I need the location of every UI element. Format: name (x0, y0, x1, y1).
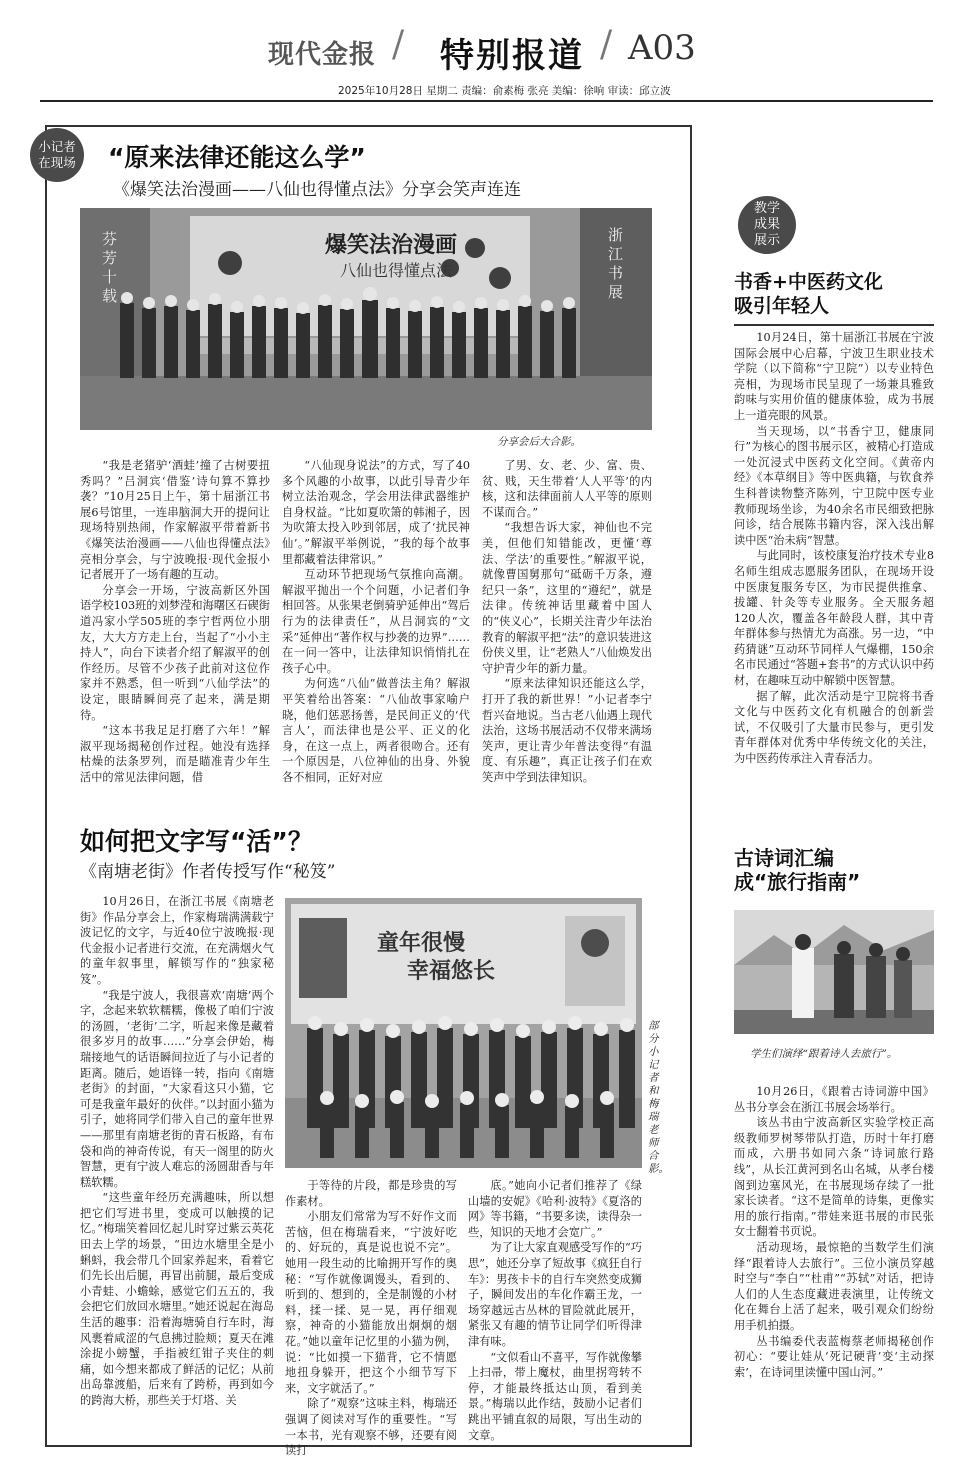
dateline: 2025年10月28日 星期二 责编：俞素梅 张亮 美编：徐响 审读：邱立波 (338, 85, 671, 97)
divider-slash: / (600, 24, 613, 65)
article2-column-3 (468, 1178, 642, 1442)
photo-banner-main: 爆笑法治漫画 (325, 233, 458, 258)
badge-line: 小记者 (38, 139, 76, 154)
article1-photo-caption: 分享会后大合影。 (497, 436, 581, 448)
divider-slash: / (392, 24, 405, 65)
photo-banner-sub: 八仙也得懂点法 (340, 261, 453, 280)
newspaper-brand: 现代金报 (268, 40, 377, 70)
paragraph: 当天现场，以“书香宁卫，健康同行”为核心的图书展示区，被精心打造成一处沉浸式中医药文化空间。《黄帝内经》《本草纲目》等中医典籍，与钦食养生科普读物整齐陈列，宁卫院中医专业教师现场坐诊，为40余名市民细致把脉问诊，结合展陈书籍内容，深入浅出解读中医“治未病”智慧。 (734, 424, 934, 547)
title-line: 书香+中医药文化 (734, 271, 883, 293)
paragraph: “文似看山不喜平，写作就像攀上扫帚，带上魔杖，曲里拐弯转不停，才能最终抵达山顶，看到美景。”梅瑞以此作结，鼓励小记者们跳出平铺直叙的局限，写出生动的文章。 (468, 1350, 642, 1442)
paragraph: 除了“观察”这味主料，梅瑞还强调了阅读对写作的重要性。“写一本书，光有观察不够，还要有阅读打 (285, 1397, 457, 1458)
masthead-rule (40, 100, 933, 102)
paragraph: 10月26日，《跟着古诗词游中国》丛书分享会在浙江书展会场举行。 (734, 1085, 934, 1114)
paragraph: 活动现场，最惊艳的当数学生们演绎“跟着诗人去旅行”。三位小演员穿越时空与“李白”“杜甫”“苏轼”对话，把诗人们的人生态度藏进表演里，让传统文化在舞台上活了起来，吸引观众们纷纷用手机拍摄。 (734, 1240, 934, 1332)
paragraph: 据了解，此次活动是宁卫院将书香文化与中医药文化有机融合的创新尝试，不仅吸引了大量市民参与，更引发青年群体对优秀中华传统文化的关注，为中医药传承注入青春活力。 (734, 689, 934, 766)
paragraph: 互动环节把现场气氛推向高潮。解淑平抛出一个个问题，小记者们争相回答。从张果老倒骑驴延伸出“驾后行为的法律责任”，从吕洞宾的“文采”延伸出“著作权与抄袭的边界”……在一问一答中，让法律知识悄悄扎在孩子心中。 (282, 568, 470, 675)
article2-photo (285, 898, 642, 1168)
paragraph: “我是老猪驴‘酒蛙’撞了古树要扭秀吗？”吕洞宾‘借鉴’诗句算不算抄袭？”10月25日上午，第十届浙江书展6号馆里，一连串脑洞大开的提问让现场特别热闹，作家解淑平带着新书《爆笑法治漫画——八仙也得懂点法》亮相分享会，与宁波晚报·现代金报小记者展开了一场有趣的互动。 (80, 459, 270, 582)
article2-column-1 (80, 894, 274, 1424)
photo-side-left: 芬芳十载 (102, 230, 118, 305)
article2-column-2 (285, 1178, 457, 1458)
article1-column-2 (282, 458, 470, 818)
right-article2-photo (734, 910, 934, 1034)
right-article2-body (734, 1084, 934, 1429)
paragraph: “这本书我足足打磨了六年！”解淑平现场揭秘创作过程。她没有选择枯燥的法条罗列，而是瞄准青少年生活中的常见法律问题，借 (80, 724, 270, 784)
title-line: 古诗词汇编 (734, 846, 834, 870)
paragraph: 为何选“八仙”做普法主角？解淑平笑着给出答案：“八仙故事家喻户晓，他们惩恶扬善，是民间正义的‘代言人’，而法律也是公平、正义的化身，在这一点上，两者很吻合。还有一个原因是，八位神仙的出身、外貌各不相同，正好对应 (282, 677, 470, 784)
article1-column-3 (482, 458, 652, 818)
photo-banner-line1: 童年很慢 (377, 931, 466, 956)
paragraph: “这些童年经历充满趣味，所以想把它们写进书里，变成可以触摸的记忆。”梅瑞笑着回忆起儿时穿过紫云英花田去上学的场景，“田边水塘里全是小蝌蚪，我会带几个回家养起来，看着它们先长出后腿，再冒出前腿，最后变成小青蛙、小蟾蜍，感觉它们五五的，我会把它们放回水塘里。”她还说起在海岛生活的趣事：沿着海塘骑自行车时，海风裹着咸涩的气息拂过脸颊；夏天在滩涂捉小螃蟹，手指被红钳子夹住的刺痛，如今想来都成了鲜活的记忆；从前出岛靠渡船，后来有了跨桥，再到如今的跨海大桥，那些关于灯塔、关 (80, 1191, 274, 1407)
badge-line: 展示 (753, 233, 780, 248)
paragraph: 底。”她向小记者们推荐了《绿山墙的安妮》《哈利·波特》《夏洛的网》等书籍，“书要多读，读得杂一些，知识的天地才会宽广。” (468, 1179, 642, 1239)
paragraph: “八仙现身说法”的方式，写了40多个风趣的小故事，以此引导青少年树立法治观念，学会用法律武器维护自身权益。“比如夏吹箫的韩湘子，因为吹箫太投入吵到邻居，成了‘扰民神仙’。”解淑平举例说，“我的每个故事里都藏着法律常识。” (282, 459, 470, 566)
paragraph: 与此同时，该校康复治疗技术专业8名师生组成志愿服务团队，在现场开设中医康复服务专区，为市民提供推拿、拔罐、针灸等专业服务。全天服务超120人次，覆盖各年龄段人群，其中青年群体参与热情尤为高涨。另一边，“中药猜谜”互动环节同样人气爆棚，150余名市民通过“答题+套书”的方式认识中药材，在趣味互动中解锁中医智慧。 (734, 549, 934, 688)
right-article1-body (734, 330, 934, 830)
article2-title: 如何把文字写“活”？ (80, 827, 313, 856)
paragraph: 小朋友们常常为写不好作文而苦恼，但在梅瑞看来，“宁波好吃的、好玩的，真是说也说不完”。她用一段生动的比喻拥开写作的奥秘：“写作就像调馒头，看到的、听到的、想到的，全是制馒的小材料，揉一揉、晃一晃，再仔细观察，神奇的小猫能放出炯炯的烟花。”她以童年记忆里的小猫为例，说：“比如摸一下猫背，它不情愿地扭身躲开，把这个小细节写下来，文字就活了。” (285, 1210, 457, 1395)
article1-column-1 (80, 458, 270, 818)
paragraph: 为了让大家直观感受写作的“巧思”，她还分享了短故事《疯狂自行车》：男孩卡卡的自行车突然变成狮子，瞬间发出的车化作霸王龙，一场穿越远古丛林的冒险就此展开，紧张又有趣的情节让同学们听得津津有味。 (468, 1241, 642, 1348)
section-title: 特别报道 (440, 36, 584, 76)
paragraph: “我想告诉大家，神仙也不完美，但他们知错能改，更懂‘尊法、学法’的重要性。”解淑平说，就像曹国舅那句“砥砺千万条，遵纪只一条”，这里的“遵纪”，就是法律。传统神话里藏着中国人的“侠义心”，长期关注青少年法治教育的解淑平把“法”的意识装进这份侠义里，让“老熟人”八仙焕发出守护青少年的新力量。 (482, 521, 652, 675)
paragraph: “原来法律知识还能这么学，打开了我的新世界！”小记者李宁哲兴奋地说。当古老八仙遇上现代法治，这场书展活动不仅带来满场笑声，更让青少年普法变得“有温度、有乐趣”，真正让孩子们在欢笑声中学到法律知识。 (482, 677, 652, 784)
page-number: A03 (628, 28, 696, 68)
masthead (0, 22, 973, 78)
article1-subtitle: 《爆笑法治漫画——八仙也得懂点法》分享会笑声连连 (113, 180, 521, 200)
right-article1-title (734, 270, 934, 318)
badge-line: 成果 (753, 217, 780, 232)
right-divider (734, 324, 934, 326)
paragraph: 于等待的片段，都是珍贵的写作素材。 (285, 1179, 457, 1208)
section-badge (30, 128, 84, 182)
paragraph: 10月26日，在浙江书展《南塘老街》作品分享会上，作家梅瑞满满载宁波记忆的文字，与近40位宁波晚报·现代金报小记者进行交流，在充满烟火气的童年叙事里，解锁写作的“独家秘笈”。 (80, 895, 274, 986)
badge-line: 教学 (753, 201, 780, 216)
paragraph: “我是宁波人，我很喜欢‘南塘’两个字，念起来软软糯糯，像极了咱们宁波的汤圆，‘老街’二字，听起来像是藏着很多岁月的故事……”分享会伊始，梅瑞接地气的话语瞬间拉近了与小记者的距离。随后，她语锋一转，指向《南塘老街》的封面，“大家看这只小猫，它可是我童年最好的伙伴。”以封面小猫为引子，她将同学们带入自己的童年世界——那里有南塘老街的青石板路，有布袋和尚的神奇传说，有天一阁里的防火智慧，更有宁波人难忘的汤圆甜香与年糕软糯。 (80, 988, 274, 1189)
paragraph: 了男、女、老、少、富、贵、贫、贱，天生带着‘人人平等’的内核，这和法律面前人人平等的原则不谋而合。” (482, 459, 652, 519)
title-line: 成“旅行指南” (734, 870, 861, 894)
badge-line: 在现场 (38, 155, 76, 170)
article1-photo (80, 208, 652, 430)
performance-photo-image (734, 910, 934, 1034)
right-section-badge (738, 196, 796, 254)
article1-title: “原来法律还能这么学” (108, 143, 366, 172)
article2-subtitle: 《南塘老街》作者传授写作“秘笈” (80, 862, 336, 882)
paragraph: 丛书编委代表蓝梅蔡老师揭秘创作初心：“要让娃从‘死记硬背’变‘主动探索’，在诗词里读懂中国山河。” (734, 1334, 934, 1379)
paragraph: 分享会一开场，宁波高新区外国语学校103班的刘梦滢和海曙区石碶街道冯家小学505班的李宁哲两位小朋友，大大方方走上台，当起了“小小主持人”，向台下读者介绍了解淑平的创作经历。尽管不少孩子此前对这位作家并不熟悉，但一听到“八仙学法”的设定，眼睛瞬间亮了起来，满是期待。 (80, 583, 270, 722)
photo-banner-line2: 幸福悠长 (407, 959, 496, 984)
title-line: 吸引年轻人 (734, 295, 830, 317)
right-article2-photo-caption: 学生们演绎“跟着诗人去旅行”。 (750, 1048, 898, 1060)
paragraph: 该丛书由宁波高新区实验学校正高级教师罗树琴带队打造，历时十年打磨而成，六册书如同六条“诗词旅行路线”，从长江黄河到名山名城，从孝台楼阁到边塞风光，在书展现场存续了一批家长读者。“这不是简单的诗集，更像实用的旅行指南。”带娃来逛书展的市民张女士翻着书页说。 (734, 1116, 934, 1239)
right-article2-title (734, 846, 934, 894)
article2-photo-caption: 部分小记者和梅瑞老师合影。 (648, 1020, 669, 1175)
paragraph: 10月24日，第十届浙江书展在宁波国际会展中心启幕，宁波卫生职业技术学院（以下简称“宁卫院”）以专业特色亮相，为现场市民呈现了一场兼具雅致韵味与实用价值的健康体验，成为书展上一道亮眼的风景。 (734, 331, 934, 422)
photo-side-right: 浙江书展 (608, 226, 624, 301)
